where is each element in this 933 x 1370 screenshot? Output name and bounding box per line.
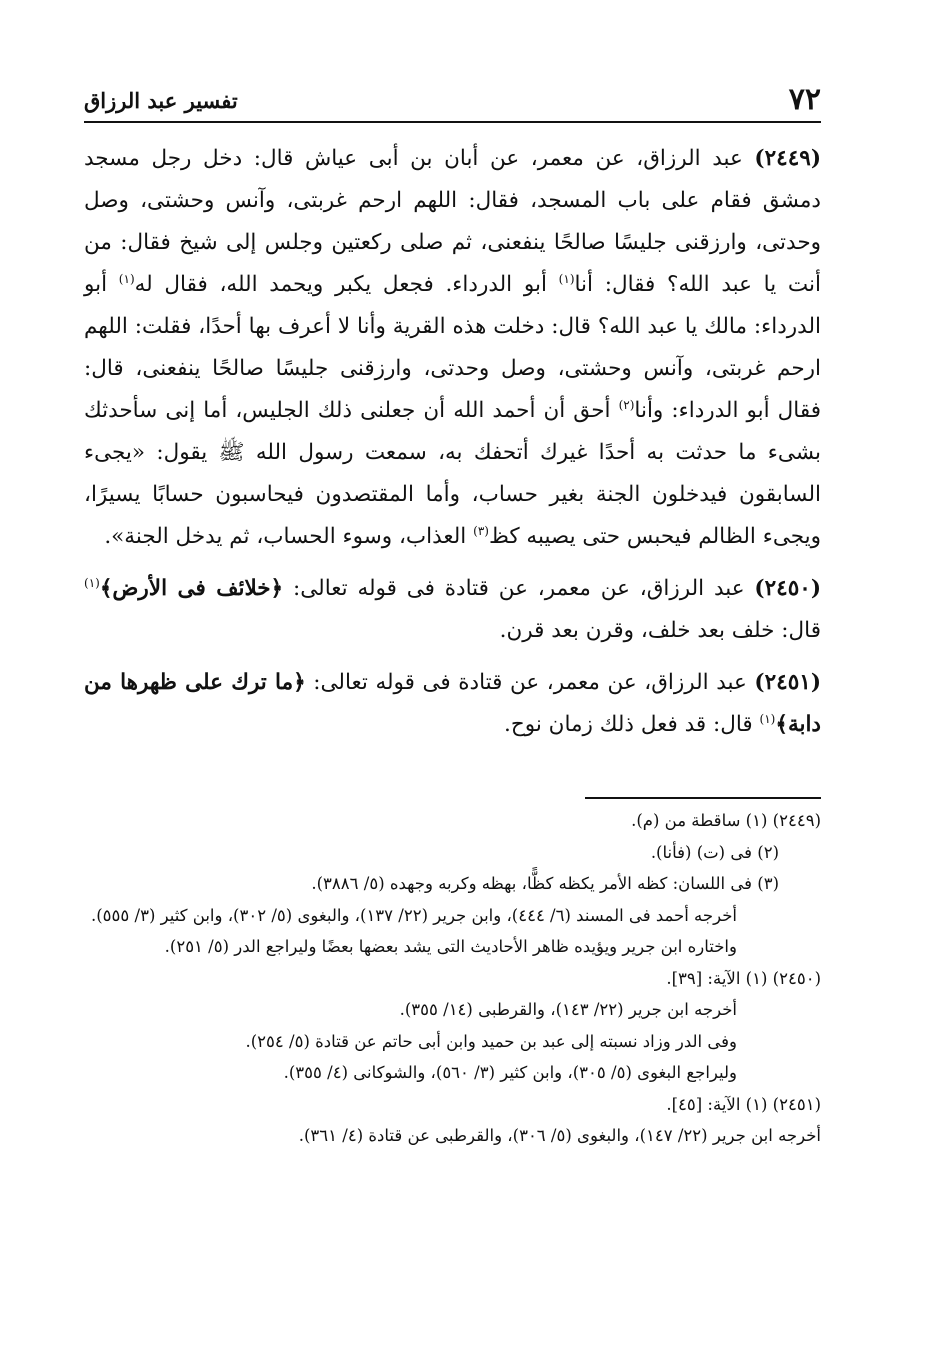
entry-text: عبد الرزاق، عن معمر، عن أبان بن أبى عياش قال: دخل رجل مسجد دمشق فقام على باب المسجد، فقال: اللهم ارحم غربتى، وآنس وحشتى، وصل وحدتى، وارزقنى جليسًا صالحًا ينفعنى، ثم صلى ركعتين وجلس إلى شيخ فقال: من أنت يا عبد الله؟ فقال: أنا — [84, 146, 821, 297]
footnote-ref: (١) — [84, 575, 100, 590]
footnote-line: (٣) فى اللسان: كظه الأمر يكظه كظًّا، بهظه وكربه وجهده (٥/ ٣٨٨٦). — [311, 874, 779, 893]
footnote-line: واختاره ابن جرير ويؤيده ظاهر الأحاديث التى يشد بعضها بعضًا وليراجع الدر (٥/ ٢٥١). — [164, 937, 737, 956]
entry-2449 — [84, 138, 821, 558]
entry-2451 — [84, 662, 821, 746]
entry-number: (٢٤٥٠) — [754, 576, 821, 601]
main-text — [84, 138, 821, 746]
entry-number: (٢٤٥١) — [754, 670, 821, 695]
entry-text: قال: خلف بعد خلف، وقرن بعد قرن. — [499, 618, 821, 643]
entry-text: أبو الدرداء: مالك يا عبد الله؟ قال: دخلت هذه القرية وأنا لا أعرف بها أحدًا، فقلت: اللهم ارحم غربتى، وآنس وحشتى، وصل وحدتى، وارزقنى جليسًا صالحًا ينفعنى، قال: فقال أبو الدرداء: وأنا — [84, 272, 821, 423]
header-divider — [84, 121, 821, 123]
quran-verse: ﴿خلائف فى الأرض﴾ — [99, 576, 284, 601]
footnote-line: (٢) فى (ت) (فأنا). — [650, 842, 779, 862]
footnote-ref: (١) — [118, 271, 135, 286]
entry-2450 — [84, 568, 821, 652]
footnote-ref: (٢) — [618, 397, 635, 412]
footnote-line: (٢٤٥١) (١) الآية: [٤٥]. — [666, 1094, 821, 1114]
entry-number: (٢٤٤٩) — [754, 146, 821, 171]
footnote-ref: (١) — [558, 271, 575, 286]
footnote-ref: (٣) — [473, 523, 489, 538]
page-number: ٧٢ — [788, 82, 821, 117]
running-title: تفسير عبد الرزاق — [84, 88, 238, 113]
entry-text: قال: قد فعل ذلك زمان نوح. — [504, 712, 760, 737]
footnote-line: أخرجه ابن جرير (٢٢/ ١٤٧)، والبغوى (٥/ ٣٠٦)، والقرطبى عن قتادة (٤/ ٣٦١). — [298, 1126, 821, 1145]
footnote-line: (٢٤٤٩) (١) ساقطة من (م). — [631, 811, 821, 830]
footnote-line: أخرجه ابن جرير (٢٢/ ١٤٣)، والقرطبى (١٤/ ٣٥٥). — [399, 1000, 737, 1019]
footnote-line: وفى الدر وزاد نسبته إلى عبد بن حميد وابن أبى حاتم عن قتادة (٥/ ٢٥٤). — [245, 1031, 737, 1051]
entry-text: أحق أن أحمد الله أن جعلنى ذلك الجليس، أما إنى سأحدثك بشىء ما حدثت به أحدًا غيرك أتحفك به، سمعت رسول الله ﷺ يقول: «يجىء السابقون فيدخلون الجنة بغير حساب، وأما المقتصدون فيحاسبون حسابًا يسيرًا، ويجىء الظالم فيحبس حتى يصيبه كظ — [84, 398, 821, 549]
quran-verse: ﴿ما ترك على ظهرها من دابة﴾ — [84, 670, 821, 737]
footnote-line: وليراجع البغوى (٥/ ٣٠٥)، وابن كثير (٣/ ٥٦٠)، والشوكانى (٤/ ٣٥٥). — [283, 1063, 737, 1082]
footnotes — [84, 805, 821, 1152]
entry-text: أبو الدرداء. فجعل يكبر ويحمد الله، فقال له — [134, 272, 559, 297]
footnote-ref: (١) — [759, 711, 776, 726]
entry-text: العذاب، وسوء الحساب، ثم يدخل الجنة». — [104, 524, 474, 549]
entry-text: عبد الرزاق، عن معمر، عن قتادة فى قوله تعالى: — [305, 670, 755, 695]
footnote-line: أخرجه أحمد فى المسند (٦/ ٤٤٤)، وابن جرير (٢٢/ ١٣٧)، والبغوى (٥/ ٣٠٢)، وابن كثير (٣/ ٥٥٥). — [90, 905, 737, 925]
entry-text: عبد الرزاق، عن معمر، عن قتادة فى قوله تعالى: — [283, 576, 755, 601]
footnote-divider — [585, 797, 821, 799]
page-header — [84, 78, 821, 118]
footnote-line: (٢٤٥٠) (١) الآية: [٣٩]. — [666, 968, 821, 988]
